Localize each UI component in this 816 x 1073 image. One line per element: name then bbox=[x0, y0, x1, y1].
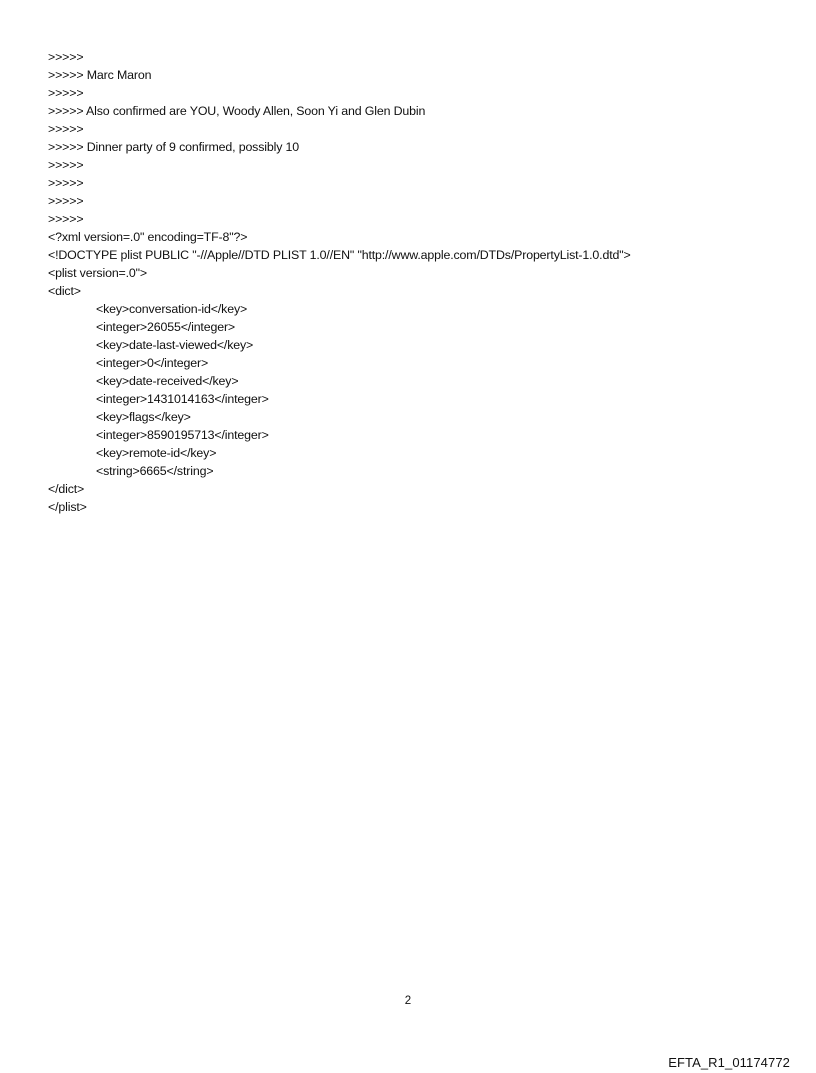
quoted-line: >>>>> bbox=[48, 122, 84, 136]
plist-entry: <integer>26055</integer> bbox=[96, 320, 236, 334]
email-quote-block bbox=[48, 48, 788, 228]
xml-declaration: <?xml version=.0" encoding=TF-8"?> bbox=[48, 230, 248, 244]
quoted-line: >>>>> bbox=[48, 50, 84, 64]
plist-open-tag: <plist version=.0"> bbox=[48, 266, 148, 280]
plist-entry: <key>date-received</key> bbox=[96, 374, 239, 388]
plist-entry: <key>conversation-id</key> bbox=[96, 302, 248, 316]
plist-entry: <integer>0</integer> bbox=[96, 356, 209, 370]
plist-entry: <string>6665</string> bbox=[96, 464, 214, 478]
dict-open-tag: <dict> bbox=[48, 284, 81, 298]
plist-block bbox=[48, 228, 788, 516]
plist-close-tag: </plist> bbox=[48, 500, 87, 514]
quoted-line: >>>>> bbox=[48, 158, 84, 172]
quoted-line: >>>>> Marc Maron bbox=[48, 68, 152, 82]
quoted-line: >>>>> bbox=[48, 194, 84, 208]
quoted-line: >>>>> Dinner party of 9 confirmed, possibly 10 bbox=[48, 140, 300, 154]
plist-entry: <key>flags</key> bbox=[96, 410, 191, 424]
plist-entry: <key>date-last-viewed</key> bbox=[96, 338, 254, 352]
quoted-line: >>>>> Also confirmed are YOU, Woody Allen, Soon Yi and Glen Dubin bbox=[48, 104, 426, 118]
page-number: 2 bbox=[404, 995, 412, 1007]
quoted-line: >>>>> bbox=[48, 86, 84, 100]
quoted-line: >>>>> bbox=[48, 176, 84, 190]
bates-number: EFTA_R1_01174772 bbox=[668, 1055, 790, 1070]
quoted-line: >>>>> bbox=[48, 212, 84, 226]
document-body bbox=[48, 48, 788, 516]
dict-close-tag: </dict> bbox=[48, 482, 85, 496]
doctype-line: <!DOCTYPE plist PUBLIC "-//Apple//DTD PLIST 1.0//EN" "http://www.apple.com/DTDs/PropertyList-1.0.dtd"> bbox=[48, 248, 631, 262]
plist-entry: <key>remote-id</key> bbox=[96, 446, 217, 460]
plist-entry: <integer>8590195713</integer> bbox=[96, 428, 269, 442]
plist-entry: <integer>1431014163</integer> bbox=[96, 392, 269, 406]
